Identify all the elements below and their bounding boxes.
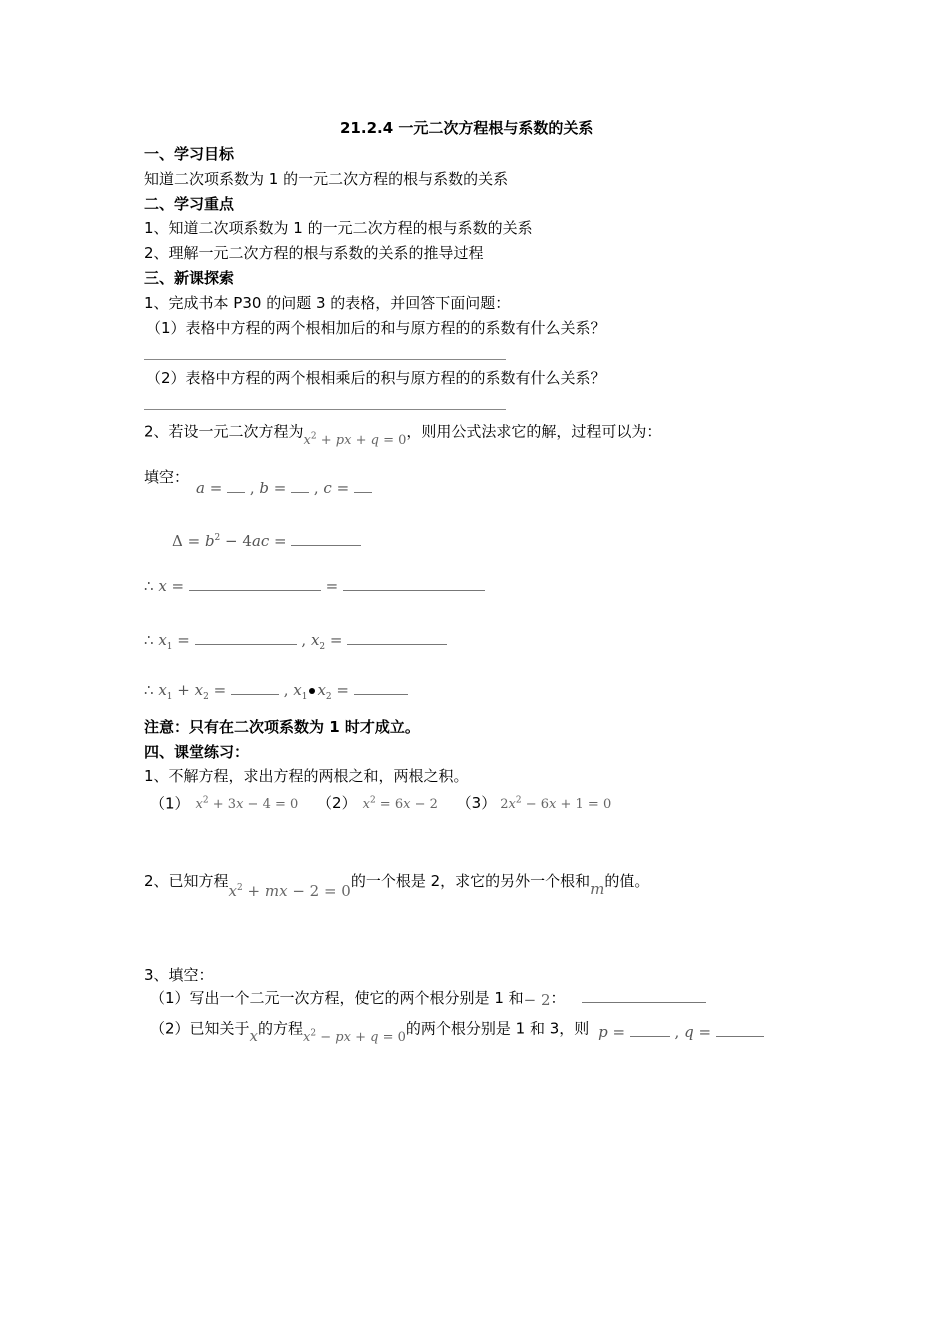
- section-heading-focus: 二、学习重点: [144, 195, 235, 213]
- blank-e3a-answer[interactable]: [582, 988, 706, 1003]
- equation-e3b: $x^2$ − px + q = 0: [303, 1029, 406, 1046]
- practice-e3a: [150, 988, 706, 1008]
- blank-c[interactable]: [354, 478, 372, 493]
- blank-product[interactable]: [354, 680, 408, 695]
- blank-x1[interactable]: [195, 630, 297, 645]
- blank-a[interactable]: [227, 478, 245, 493]
- explore-q2-prefix: 2、若设一元二次方程为: [144, 422, 304, 441]
- multiply-dot: [309, 688, 315, 694]
- explore-q1a: （1）表格中方程的两个根相加后的和与原方程的的系数有什么关系？: [146, 319, 606, 337]
- section-heading-goals: 一、学习目标: [144, 145, 235, 163]
- e2-prefix: 2、已知方程: [144, 872, 229, 890]
- practice-e1-equations: [150, 791, 611, 815]
- coefficients-row: a = , b = , c =: [196, 478, 372, 498]
- blank-root-simplified[interactable]: [343, 576, 485, 591]
- answer-line-q1a[interactable]: [144, 359, 506, 360]
- practice-e3b: [150, 1016, 764, 1046]
- page-title: 21.2.4 一元二次方程根与系数的关系: [340, 119, 594, 137]
- blank-q[interactable]: [716, 1022, 764, 1037]
- blank-discriminant[interactable]: [291, 531, 361, 546]
- equation-e1-2: $x^2 = 6x - 2$: [362, 796, 438, 813]
- e2-middle: 的一个根是 2，求它的另外一个根和: [350, 872, 591, 890]
- note-text: 注意：只有在二次项系数为 1 时才成立。: [144, 718, 420, 736]
- explore-q1b: （2）表格中方程的两个根相乘后的积与原方程的的系数有什么关系？: [146, 369, 606, 387]
- e3b-suffix: 的两个根分别是 1 和 3，则: [405, 1019, 590, 1038]
- practice-e1: 1、不解方程，求出方程的两根之和，两根之积。: [144, 767, 469, 785]
- e1-number-3: （3）: [456, 794, 497, 813]
- e2-suffix: 的值。: [604, 872, 650, 890]
- section-heading-explore: 三、新课探索: [144, 269, 235, 287]
- equation-e1-3: $2x^2 - 6x + 1 = 0$: [500, 796, 612, 813]
- blank-sum[interactable]: [231, 680, 279, 695]
- explore-q2-suffix: ，则用公式法求它的解，过程可以为：: [406, 422, 662, 441]
- explore-q2: [144, 419, 662, 449]
- sum-product-row: ∴ $x_1 + x_2$ = , $x_1$ $x_2$ =: [144, 680, 408, 707]
- e1-number-2: （2）: [317, 794, 357, 813]
- focus-item-2: 2、理解一元二次方程的根与系数的关系的推导过程: [144, 244, 484, 262]
- focus-item-1: 1、知道二次项系数为 1 的一元二次方程的根与系数的关系: [144, 219, 533, 237]
- e3b-prefix: （2）已知关于: [150, 1019, 250, 1038]
- blank-b[interactable]: [291, 478, 309, 493]
- pq-answers: p = , q =: [598, 1023, 764, 1041]
- practice-e3: 3、填空：: [144, 966, 214, 984]
- goals-text: 知道二次项系数为 1 的一元二次方程的根与系数的关系: [144, 170, 509, 188]
- practice-e2: [144, 868, 650, 900]
- value-neg-2: − 2: [523, 991, 551, 1009]
- blank-p[interactable]: [630, 1022, 670, 1037]
- e1-number-1: （1）: [150, 794, 190, 813]
- equation-e1-1: $x^2 + 3x - 4 = 0$: [195, 796, 299, 813]
- e3a-prefix: （1）写出一个二元一次方程，使它的两个根分别是 1 和: [150, 989, 524, 1007]
- fill-label: 填空：: [144, 468, 190, 486]
- discriminant-row: $\Delta = b^2 - 4ac$ =: [172, 528, 361, 551]
- section-heading-practice: 四、课堂练习：: [144, 743, 250, 761]
- variable-m: m: [590, 880, 605, 898]
- roots-row: ∴ $x_1$ = , $x_2$ =: [144, 630, 447, 657]
- blank-x2[interactable]: [347, 630, 447, 645]
- root-formula-row: ∴ x = =: [144, 576, 485, 596]
- equation-e2: $x^2$ + mx − 2 = 0: [228, 882, 351, 900]
- variable-x: x: [249, 1027, 259, 1046]
- e3b-middle: 的方程: [258, 1019, 304, 1038]
- equation-q2: $x^2$ + px + q = 0: [303, 432, 407, 449]
- e3a-suffix: ：: [550, 989, 566, 1007]
- explore-q1: 1、完成书本 P30 的问题 3 的表格，并回答下面问题：: [144, 294, 511, 312]
- blank-root-formula[interactable]: [189, 576, 321, 591]
- answer-line-q1b[interactable]: [144, 409, 506, 410]
